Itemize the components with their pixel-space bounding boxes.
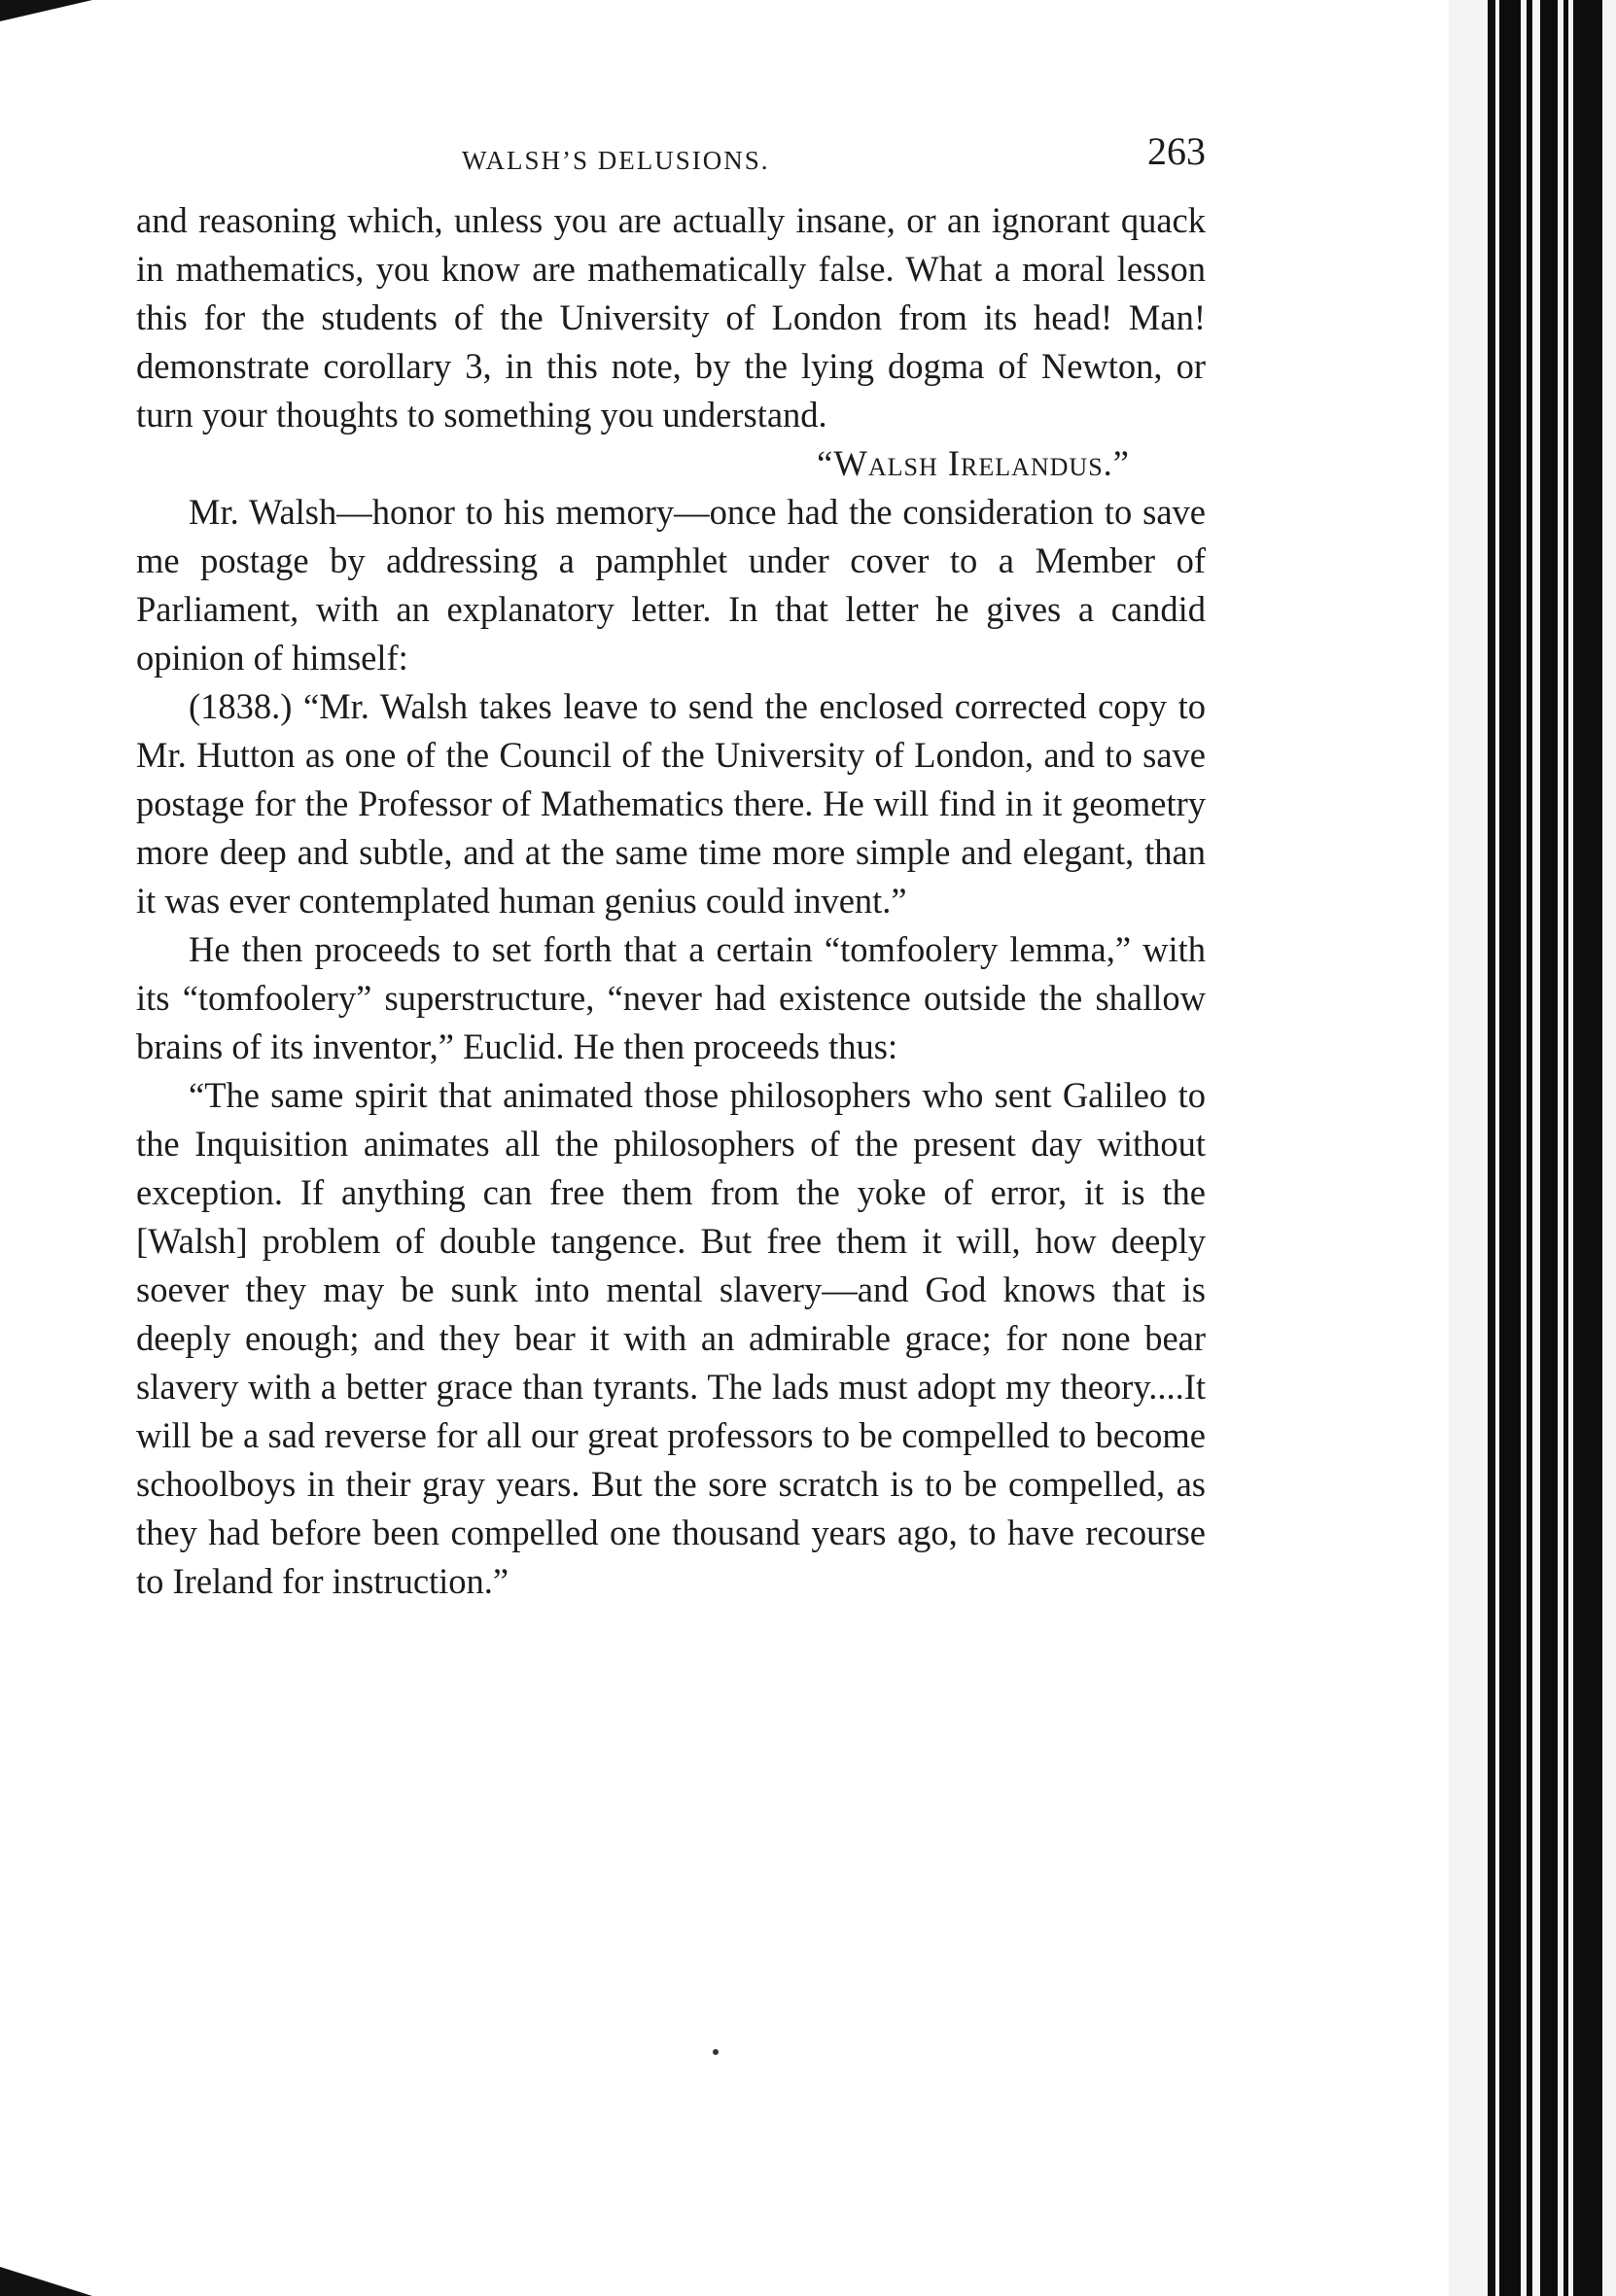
signature-walsh-irelandus: “Walsh Irelandus.” xyxy=(817,443,1130,483)
paragraph-tomfoolery-lemma: He then proceeds to set forth that a certain “tomfoolery lemma,” with its “tomfoolery” superstructure, “never had existence outside the shallow brains of its inventor,” Euclid. He then proceeds thus: xyxy=(136,929,1206,1066)
page-number: 263 xyxy=(1147,129,1206,173)
book-binding-edge xyxy=(1449,0,1616,2296)
paragraph-letter-1838: (1838.) “Mr. Walsh takes leave to send the enclosed corrected copy to Mr. Hutton as one of the Council of the University of London, and to save postage for the Professor of Mathematics there. He will find in it geometry more deep and subtle, and at the same time more simple and elegant, than it was ever contemplated human genius could invent.” xyxy=(136,686,1206,921)
page-corner-bottom xyxy=(0,2267,92,2296)
book-page xyxy=(136,117,1206,1606)
paragraph-postage-pamphlet: Mr. Walsh—honor to his memory—once had the consideration to save me postage by addressing a pamphlet under cover to a Member of Parliament, with an explanatory letter. In that letter he gives a candid opinion of himself: xyxy=(136,492,1206,678)
paragraph-same-spirit-quote: “The same spirit that animated those philosophers who sent Galileo to the Inquisition animates all the philosophers of the present day without exception. If anything can free them from the yoke of error, it is the [Walsh] problem of double tangence. But free them it will, how deeply soever they may be sunk into mental slavery—and God knows that is deeply enough; and they bear it with an admirable grace; for none bear slavery with a better grace than tyrants. The lads must adopt my theory....It will be a sad reverse for all our great professors to be compelled to become schoolboys in their gray years. But the sore scratch is to be compelled, as they had before been compelled one thousand years ago, to have recourse to Ireland for instruction.” xyxy=(136,1075,1206,1601)
page-header xyxy=(136,117,1206,185)
scan-speck xyxy=(713,2049,719,2055)
page-corner-top xyxy=(0,0,92,21)
paragraph-continuation: and reasoning which, unless you are actually insane, or an ignorant quack in mathematics, you know are mathematically false. What a moral lesson this for the students of the University of London from its head! Man! demonstrate corollary 3, in this note, by the lying dogma of Newton, or turn your thoughts to something you understand. xyxy=(136,200,1206,435)
running-head: WALSH’S DELUSIONS. xyxy=(462,146,770,175)
body-text xyxy=(136,196,1206,1606)
